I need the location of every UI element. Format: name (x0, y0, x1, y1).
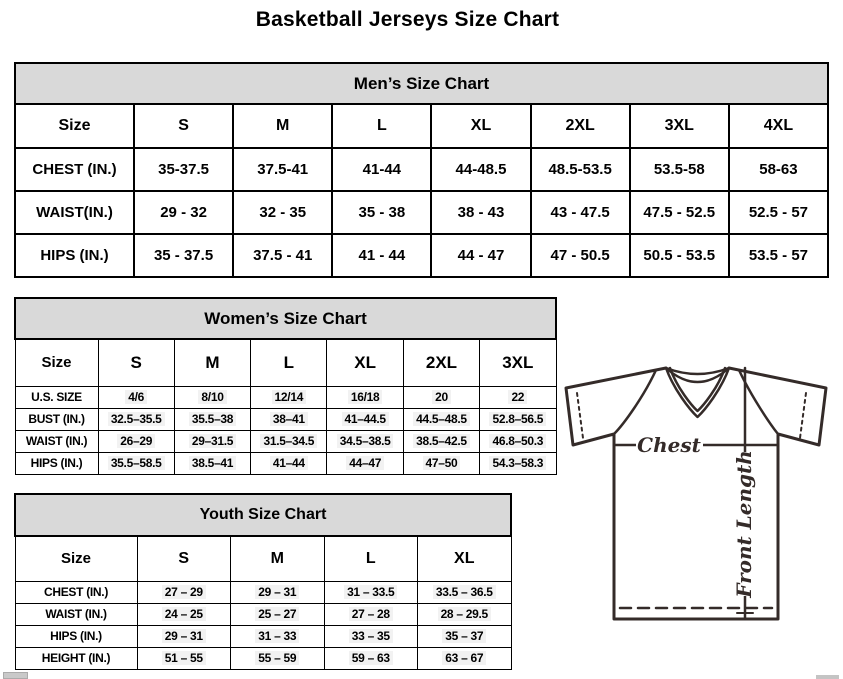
column-header: L (324, 536, 418, 581)
table-row (15, 452, 556, 474)
size-value-cell (480, 452, 556, 474)
size-value: 35.5–38 (189, 412, 236, 426)
size-value: 28 – 29.5 (438, 607, 491, 621)
size-value-cell (98, 430, 174, 452)
size-value: 43 - 47.5 (550, 204, 610, 221)
size-value-cell (531, 234, 630, 277)
column-header-row (15, 339, 556, 386)
jersey-diagram (556, 356, 843, 666)
size-value-cell (324, 647, 418, 669)
size-value-cell (98, 386, 174, 408)
size-value-cell (137, 581, 231, 603)
table-title-row (15, 63, 828, 104)
size-value-cell (98, 452, 174, 474)
front-length-label: Front Length (732, 450, 756, 598)
size-value: 27 – 29 (162, 585, 206, 599)
size-value: 53.5 - 57 (748, 247, 809, 264)
size-value: 54.3–58.3 (489, 456, 546, 470)
scrollbar-fragment-left[interactable] (3, 672, 28, 679)
column-header: 4XL (729, 104, 828, 148)
column-header-row (15, 104, 828, 148)
column-header: L (332, 104, 431, 148)
jersey-outline-shape (566, 368, 826, 619)
column-header-row (15, 536, 511, 581)
size-value-cell (403, 452, 479, 474)
size-value: 38.5–42.5 (413, 434, 470, 448)
size-value-cell (729, 191, 828, 234)
size-value-cell (174, 430, 250, 452)
size-value: 59 – 63 (349, 651, 393, 665)
size-value-cell (134, 191, 233, 234)
size-value-cell (137, 603, 231, 625)
size-value-cell (480, 408, 556, 430)
size-value-cell (332, 148, 431, 191)
size-value: 32 - 35 (259, 204, 307, 221)
size-value: 16/18 (348, 390, 383, 404)
size-value: 44.5–48.5 (413, 412, 470, 426)
size-value-cell (480, 386, 556, 408)
size-value-cell (324, 625, 418, 647)
column-header: S (98, 339, 174, 386)
size-value: 29–31.5 (189, 434, 236, 448)
chest-label: Chest (637, 433, 701, 457)
size-value: 46.8–50.3 (489, 434, 546, 448)
table-row (15, 408, 556, 430)
column-header: 2XL (531, 104, 630, 148)
size-value-cell (332, 191, 431, 234)
size-value-cell (251, 386, 327, 408)
size-value-cell (327, 430, 403, 452)
youth-size-table (14, 493, 512, 670)
size-value: 53.5-58 (653, 161, 705, 178)
column-header: M (233, 104, 332, 148)
size-value-cell (174, 386, 250, 408)
page-title: Basketball Jerseys Size Chart (255, 8, 560, 31)
size-value: 4/6 (125, 390, 147, 404)
size-value-cell (431, 148, 530, 191)
size-value-cell (231, 647, 325, 669)
size-value-cell (431, 234, 530, 277)
column-header: L (251, 339, 327, 386)
size-value-cell (630, 148, 729, 191)
table-row (15, 148, 828, 191)
row-label: CHEST (IN.) (15, 148, 134, 191)
size-value: 33.5 – 36.5 (433, 585, 496, 599)
size-value: 29 – 31 (162, 629, 206, 643)
size-value: 44–47 (346, 456, 384, 470)
table-row (15, 581, 511, 603)
column-header: Size (15, 104, 134, 148)
size-value-cell (327, 452, 403, 474)
size-value: 47–50 (423, 456, 461, 470)
table-title: Men’s Size Chart (15, 63, 828, 104)
size-value: 31 – 33 (255, 629, 299, 643)
size-value: 51 – 55 (162, 651, 206, 665)
table-row (15, 430, 556, 452)
size-value: 20 (432, 390, 451, 404)
size-value-cell (134, 234, 233, 277)
size-value-cell (480, 430, 556, 452)
size-value: 41–44.5 (342, 412, 389, 426)
size-value-cell (174, 408, 250, 430)
table-title: Youth Size Chart (15, 494, 511, 536)
table-row (15, 386, 556, 408)
table-title-row (15, 494, 511, 536)
size-value: 34.5–38.5 (337, 434, 394, 448)
size-value-cell (251, 430, 327, 452)
size-value-cell (418, 647, 512, 669)
table-row (15, 603, 511, 625)
column-header: XL (327, 339, 403, 386)
size-value-cell (231, 581, 325, 603)
size-value-cell (729, 234, 828, 277)
size-value-cell (403, 408, 479, 430)
row-label: HIPS (IN.) (15, 452, 98, 474)
size-value: 47 - 50.5 (550, 247, 610, 264)
table-row (15, 234, 828, 277)
size-value: 25 – 27 (255, 607, 299, 621)
size-value: 22 (508, 390, 527, 404)
size-value-cell (233, 191, 332, 234)
size-value: 37.5 - 41 (253, 247, 313, 264)
row-label: WAIST(IN.) (15, 191, 134, 234)
size-value: 31.5–34.5 (260, 434, 317, 448)
column-header: M (174, 339, 250, 386)
size-value-cell (332, 234, 431, 277)
size-value-cell (137, 647, 231, 669)
size-value-cell (174, 452, 250, 474)
size-value: 63 – 67 (442, 651, 486, 665)
size-value: 44 - 47 (457, 247, 505, 264)
row-label: WAIST (IN.) (15, 430, 98, 452)
size-value: 38 - 43 (457, 204, 505, 221)
size-value-cell (531, 148, 630, 191)
left-cuff-dashed-line (577, 393, 583, 438)
size-value-cell (137, 625, 231, 647)
size-value: 12/14 (272, 390, 307, 404)
size-value-cell (418, 625, 512, 647)
column-header: M (231, 536, 325, 581)
size-value: 33 – 35 (349, 629, 393, 643)
size-value: 32.5–35.5 (108, 412, 165, 426)
size-value-cell (233, 148, 332, 191)
size-value: 31 – 33.5 (344, 585, 397, 599)
row-label: CHEST (IN.) (15, 581, 137, 603)
size-value-cell (324, 603, 418, 625)
size-value-cell (98, 408, 174, 430)
table-row (15, 191, 828, 234)
row-label: HIPS (IN.) (15, 234, 134, 277)
column-header: Size (15, 536, 137, 581)
size-value: 35-37.5 (158, 161, 209, 178)
size-value: 58-63 (759, 161, 798, 178)
size-value: 41–44 (270, 456, 308, 470)
size-value: 48.5-53.5 (548, 161, 612, 178)
size-value: 50.5 - 53.5 (643, 247, 716, 264)
size-value: 35 – 37 (442, 629, 486, 643)
right-cuff-dashed-line (800, 393, 806, 438)
size-value-cell (531, 191, 630, 234)
size-value: 44-48.5 (455, 161, 507, 178)
table-row (15, 625, 511, 647)
table-row (15, 647, 511, 669)
left-armhole-seam (614, 370, 656, 434)
size-value-cell (231, 625, 325, 647)
size-value: 47.5 - 52.5 (643, 204, 716, 221)
column-header: XL (431, 104, 530, 148)
size-value: 35 - 38 (358, 204, 406, 221)
table-title-row (15, 298, 556, 339)
size-value-cell (324, 581, 418, 603)
row-label: U.S. SIZE (15, 386, 98, 408)
size-value-cell (403, 386, 479, 408)
size-value: 29 - 32 (160, 204, 207, 221)
size-value-cell (134, 148, 233, 191)
column-header: XL (418, 536, 512, 581)
row-label: HEIGHT (IN.) (15, 647, 137, 669)
table-title: Women’s Size Chart (15, 298, 556, 339)
womens-size-table (14, 297, 557, 475)
size-value-cell (251, 452, 327, 474)
column-header: Size (15, 339, 98, 386)
size-value-cell (630, 234, 729, 277)
column-header: S (137, 536, 231, 581)
size-value: 41 - 44 (358, 247, 406, 264)
size-value: 8/10 (198, 390, 226, 404)
column-header: S (134, 104, 233, 148)
row-label: WAIST (IN.) (15, 603, 137, 625)
size-value: 52.8–56.5 (489, 412, 546, 426)
mens-size-table (14, 62, 829, 278)
collar-back-arc (666, 368, 729, 374)
row-label: HIPS (IN.) (15, 625, 137, 647)
size-value: 35 - 37.5 (153, 247, 214, 264)
size-value-cell (327, 386, 403, 408)
size-value: 38.5–41 (189, 456, 236, 470)
size-value-cell (418, 603, 512, 625)
size-value-cell (418, 581, 512, 603)
size-value-cell (630, 191, 729, 234)
size-value: 27 – 28 (349, 607, 393, 621)
size-value-cell (231, 603, 325, 625)
size-value-cell (729, 148, 828, 191)
size-value-cell (403, 430, 479, 452)
size-value: 24 – 25 (162, 607, 206, 621)
size-value: 41-44 (362, 161, 402, 178)
size-value-cell (327, 408, 403, 430)
size-value-cell (431, 191, 530, 234)
size-value: 29 – 31 (255, 585, 299, 599)
column-header: 2XL (403, 339, 479, 386)
column-header: 3XL (480, 339, 556, 386)
scrollbar-fragment-right[interactable] (816, 675, 839, 679)
row-label: BUST (IN.) (15, 408, 98, 430)
size-value: 38–41 (270, 412, 308, 426)
size-value: 26–29 (117, 434, 155, 448)
size-value-cell (233, 234, 332, 277)
size-value-cell (251, 408, 327, 430)
size-value: 35.5–58.5 (108, 456, 165, 470)
size-value: 52.5 - 57 (748, 204, 809, 221)
size-value: 55 – 59 (255, 651, 299, 665)
size-value: 37.5-41 (257, 161, 309, 178)
column-header: 3XL (630, 104, 729, 148)
